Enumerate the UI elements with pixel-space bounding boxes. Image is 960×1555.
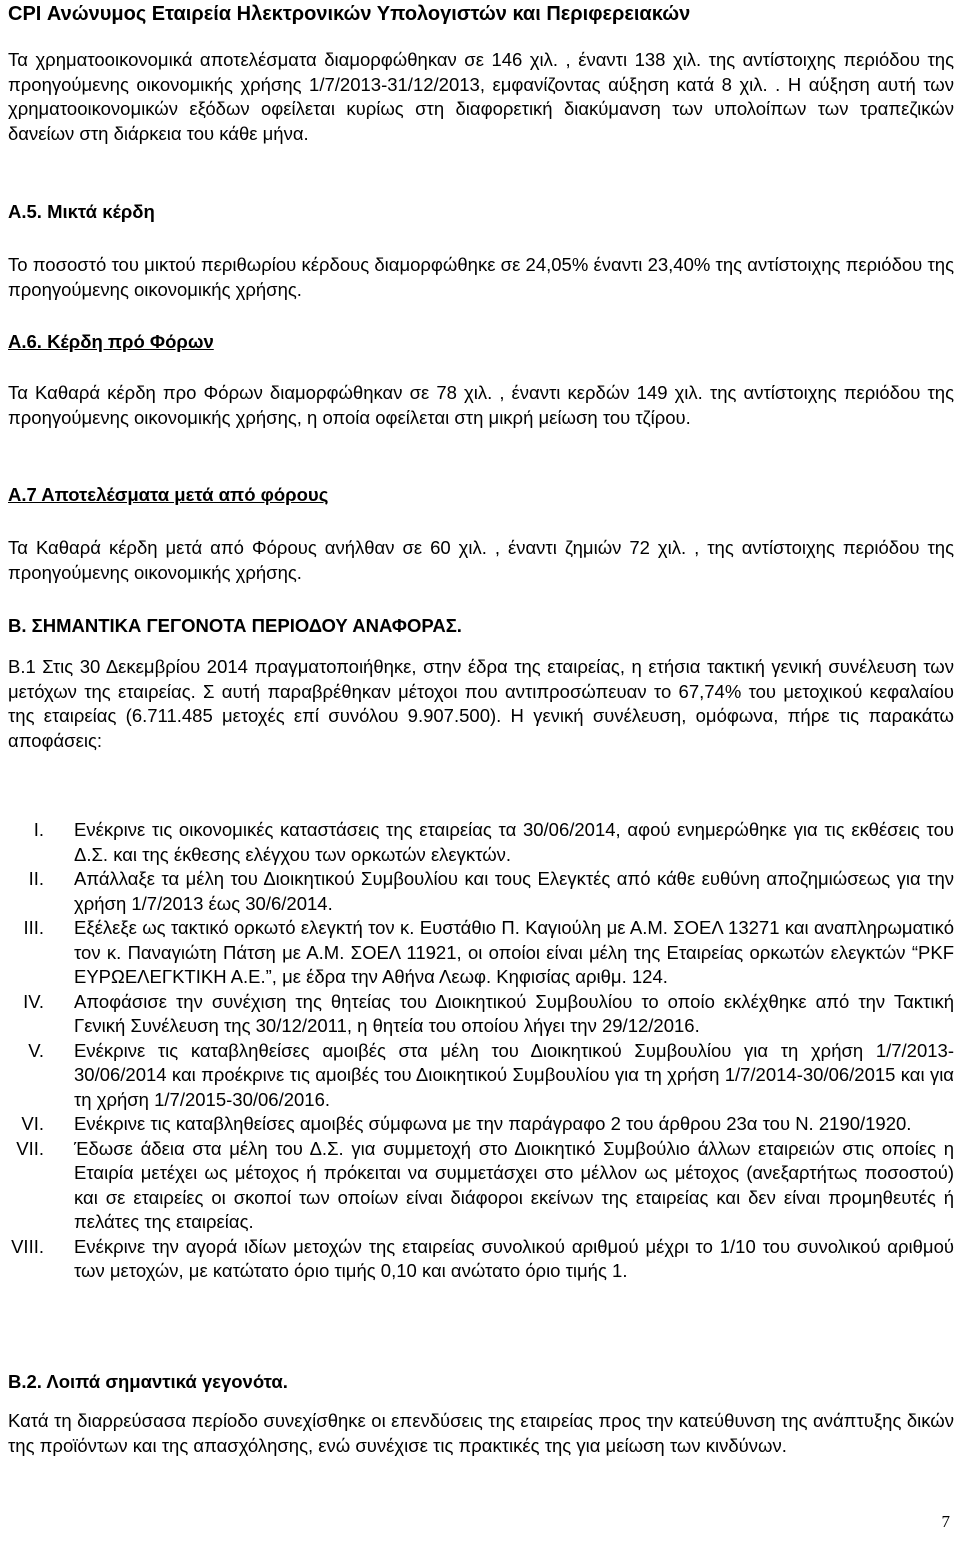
list-item: V. Ενέκρινε τις καταβληθείσες αμοιβές στα μέλη του Διοικητικού Συμβουλίου για τη χρήση 1/7/2013-30/06/2014 και προέκρινε τις αμοιβές του Διοικητικού Συμβουλίου για τη χρήση 1/7/2014-30/06/2015 και για τη χρήση 1/7/2015-30/06/2016.: [28, 1039, 954, 1110]
section-b2-text: Κατά τη διαρρεύσασα περίοδο συνεχίσθηκε οι επενδύσεις της εταιρείας προς την κατεύθυνση της ανάπτυξης δικών της προϊόντων και της απασχόλησης, ενώ συνέχισε τις πρακτικές της για μείωση των κινδύνων.: [8, 1410, 954, 1456]
company-header: CPI Ανώνυμος Εταιρεία Ηλεκτρονικών Υπολογιστών και Περιφερειακών: [8, 3, 691, 25]
list-item: I. Ενέκρινε τις οικονομικές καταστάσεις της εταιρείας τα 30/06/2014, αφού ενημερώθηκε για τις εκθέσεις του Δ.Σ. και της έκθεσης ελέγχου των ορκωτών ελεγκτών.: [33, 819, 954, 865]
page-number: 7: [941, 1512, 950, 1531]
list-item: VII. Έδωσε άδεια στα μέλη του Δ.Σ. για συμμετοχή στο Διοικητικό Συμβούλιο άλλων εταιρειών στις οποίες η Εταιρία μετέχει ως μέτοχος ή πρόκειται να συμμετάσχει στο μέλλον ως μέτοχος (ανεξαρτήτως ποσοστού) και σε εταιρείες οι σκοποί των οποίων είναι διάφοροι εκείνων της εταιρείας και δεν είναι προμηθευτές ή πελάτες της εταιρείας.: [16, 1137, 954, 1232]
list-item: III. Εξέλεξε ως τακτικό ορκωτό ελεγκτή τον κ. Ευστάθιο Π. Καγιούλη με Α.Μ. ΣΟΕΛ 13271 και αναπληρωματικό τον κ. Παναγιώτη Πάτση με Α.Μ. ΣΟΕΛ 11921, οι οποίοι είναι μέλη της Εταιρείας ορκωτών ελεγκτών “PKF ΕΥΡΩΕΛΕΓΚΤΙΚΗ Α.Ε.”, με έδρα την Αθήνα Λεωφ. Κηφισίας αριθμ. 124.: [23, 917, 954, 987]
list-item: IV. Αποφάσισε την συνέχιση της θητείας του Διοικητικού Συμβουλίου το οποίο εκλέχθηκε από την Τακτική Γενική Συνέλευση της 30/12/2011, η θητεία του οποίου λήγει την 29/12/2016.: [23, 990, 954, 1036]
section-a5-text: Το ποσοστό του μικτού περιθωρίου κέρδους διαμορφώθηκε σε 24,05% έναντι 23,40% της αντίστοιχης περιόδου της προηγούμενης οικονομικής χρήσης.: [8, 254, 954, 300]
section-a6-text: Τα Καθαρά κέρδη προ Φόρων διαμορφώθηκαν σε 78 χιλ. , έναντι κερδών 149 χιλ. της αντίστοιχης περιόδου της προηγούμενης οικονομικής χρήσης, η οποία οφείλεται στη μικρή μείωση του τζίρου.: [8, 382, 954, 428]
section-b1-text: Β.1 Στις 30 Δεκεμβρίου 2014 πραγματοποιήθηκε, στην έδρα της εταιρείας, η ετήσια τακτική γενική συνέλευση των μετόχων της εταιρείας. Σ αυτή παραβρέθηκαν μέτοχοι που αντιπροσώπευαν το 67,74% του μετοχικού κεφαλαίου της εταιρείας (6.711.485 μετοχές επί συνόλου 9.907.500). Η γενική συνέλευση, ομόφωνα, πήρε τις παρακάτω αποφάσεις:: [8, 656, 954, 751]
decisions-list: [8, 818, 954, 1284]
financial-results-paragraph: Τα χρηματοοικονομικά αποτελέσματα διαμορφώθηκαν σε 146 χιλ. , έναντι 138 χιλ. της αντίστοιχης περιόδου της προηγούμενης οικονομικής χρήσης 1/7/2013-31/12/2013, εμφανίζοντας αύξηση κατά 8 χιλ. . Η αύξηση αυτή των χρηματοοικονομικών εξόδων οφείλεται κυρίως στη διαφορετική διακύμανση των υπολοίπων των τραπεζικών δανείων στη διάρκεια του κάθε μήνα.: [8, 49, 954, 144]
section-b-title: Β. ΣΗΜΑΝΤΙΚΑ ΓΕΓΟΝΟΤΑ ΠΕΡΙΟΔΟΥ ΑΝΑΦΟΡΑΣ.: [8, 615, 462, 636]
section-b2-title: Β.2. Λοιπά σημαντικά γεγονότα.: [8, 1371, 288, 1392]
section-a5-title: Α.5. Μικτά κέρδη: [8, 201, 155, 222]
section-a6-title: Α.6. Κέρδη πρό Φόρων: [8, 331, 214, 352]
section-a7-title: Α.7 Αποτελέσματα μετά από φόρους: [8, 484, 329, 505]
list-item: VI. Ενέκρινε τις καταβληθείσες αμοιβές σύμφωνα με την παράγραφο 2 του άρθρου 23α του Ν. 2190/1920.: [21, 1113, 912, 1134]
list-item: II. Απάλλαξε τα μέλη του Διοικητικού Συμβουλίου και τους Ελεγκτές από κάθε ευθύνη αποζημιώσεως για την χρήση 1/7/2013 έως 30/6/2014.: [28, 868, 954, 914]
section-a7-text: Τα Καθαρά κέρδη μετά από Φόρους ανήλθαν σε 60 χιλ. , έναντι ζημιών 72 χιλ. , της αντίστοιχης περιόδου της προηγούμενης οικονομικής χρήσης.: [8, 537, 954, 583]
list-item: VIII. Ενέκρινε την αγορά ιδίων μετοχών της εταιρείας συνολικού αριθμού μέχρι το 1/10 του συνολικού αριθμού των μετοχών, με κατώτατο όριο τιμής 0,10 και ανώτατο όριο τιμής 1.: [11, 1235, 954, 1281]
